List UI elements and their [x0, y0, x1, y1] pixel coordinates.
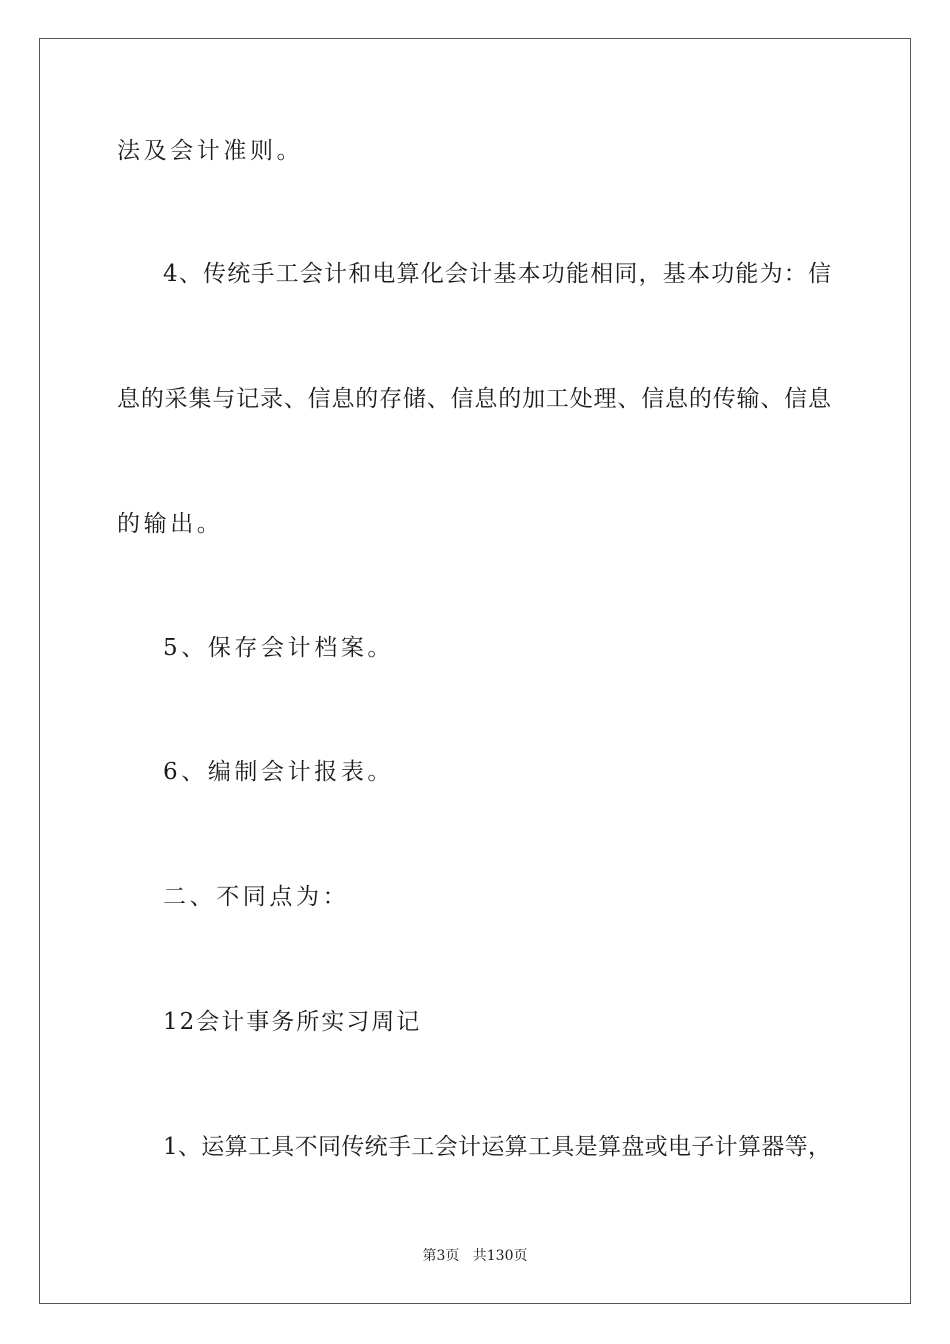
- paragraph-line: 1、运算工具不同传统手工会计运算工具是算盘或电子计算器等，: [163, 1134, 831, 1160]
- page-footer: 第3页 共130页: [422, 1248, 528, 1264]
- paragraph-line: 4、传统手工会计和电算化会计基本功能相同，基本功能为：信: [163, 261, 831, 287]
- paragraph-line: 12会计事务所实习周记: [163, 1009, 422, 1035]
- page-frame: [39, 38, 911, 1304]
- paragraph-line: 二、不同点为：: [163, 884, 350, 910]
- paragraph-line: 息的采集与记录、信息的存储、信息的加工处理、信息的传输、信息: [117, 386, 831, 412]
- paragraph-line: 5、保存会计档案。: [163, 635, 395, 661]
- paragraph-line: 6、编制会计报表。: [163, 759, 395, 785]
- paragraph-line: 法及会计准则。: [117, 138, 304, 164]
- paragraph-line: 的输出。: [117, 511, 224, 537]
